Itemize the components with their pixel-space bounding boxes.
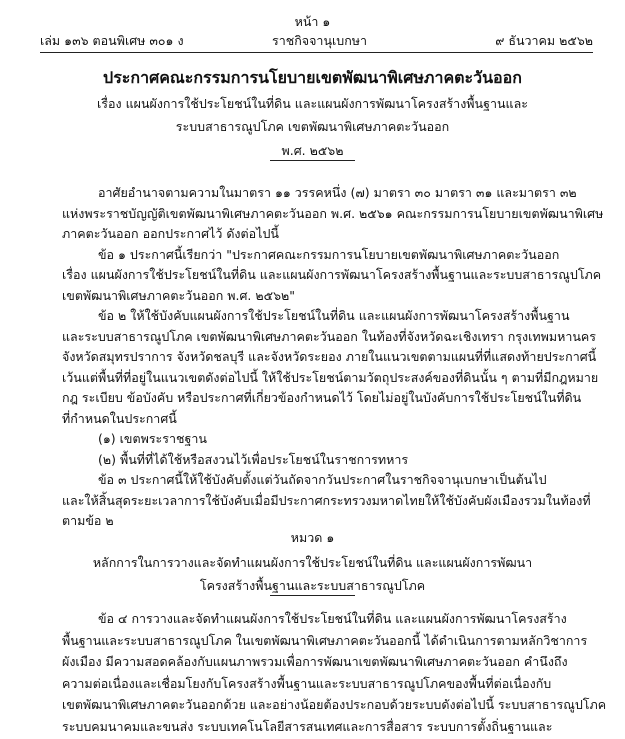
subject-year: พ.ศ. ๒๕๖๒	[281, 143, 344, 158]
text-line: ตามข้อ ๒	[62, 513, 114, 528]
text-line: ที่กำหนดในประกาศนี้	[62, 410, 177, 426]
text-line: (๒) พื้นที่ที่ได้ใช้หรือสงวนไว้เพื่อประโยชน์ในราชการทหาร	[98, 451, 409, 467]
chapter-title-line-1: หลักการในการวางและจัดทำแผนผังการใช้ประโยชน์ในที่ดิน และแผนผังการพัฒนา	[92, 555, 533, 570]
header-rule	[40, 52, 593, 53]
text-line: ข้อ ๒ ให้ใช้บังคับแผนผังการใช้ประโยชน์ในที่ดิน และแผนผังการพัฒนาโครงสร้างพื้นฐาน	[98, 308, 570, 323]
subject-line-2: ระบบสาธารณูปโภค เขตพัฒนาพิเศษภาคตะวันออก	[175, 119, 450, 134]
document-title: ประกาศคณะกรรมการนโยบายเขตพัฒนาพิเศษภาคตะวันออก	[103, 68, 522, 87]
chapter-rule	[270, 595, 355, 596]
text-line: ข้อ ๑ ประกาศนี้เรียกว่า "ประกาศคณะกรรมการนโยบายเขตพัฒนาพิเศษภาคตะวันออก	[98, 246, 560, 262]
text-line: ข้อ ๓ ประกาศนี้ให้ใช้บังคับตั้งแต่วันถัดจากวันประกาศในราชกิจจานุเบกษาเป็นต้นไป	[98, 472, 547, 487]
gazette-header	[40, 31, 593, 49]
text-line: พื้นฐานและระบบสาธารณูปโภค ในเขตพัฒนาพิเศษภาคตะวันออกนี้ ได้ดำเนินการตามหลักวิชาการ	[62, 632, 588, 648]
text-line: ภาคตะวันออก ออกประกาศไว้ ดังต่อไปนี้	[62, 226, 279, 241]
page-number: หน้า ๑	[294, 14, 331, 29]
volume-info: เล่ม ๑๓๖ ตอนพิเศษ ๓๐๑ ง	[40, 33, 184, 48]
gazette-name: ราชกิจจานุเบกษา	[272, 33, 368, 48]
text-line: และให้สิ้นสุดระยะเวลาการใช้บังคับเมื่อมีประกาศกระทรวงมหาดไทยให้ใช้บังคับผังเมืองรวมในท้องที่	[62, 492, 591, 508]
text-line: อาศัยอำนาจตามความในมาตรา ๑๑ วรรคหนึ่ง (๗) มาตรา ๓๐ มาตรา ๓๑ และมาตรา ๓๒	[98, 185, 577, 200]
chapter-heading: หมวด ๑	[290, 530, 335, 545]
text-line: กฎ ระเบียบ ข้อบังคับ หรือประกาศที่เกี่ยวข้องกำหนดไว้ โดยไม่อยู่ในบังคับการใช้ประโยชน์ในที่ดิน	[62, 390, 582, 405]
text-line: เขตพัฒนาพิเศษภาคตะวันออก พ.ศ. ๒๕๖๒"	[62, 287, 296, 303]
subject-line-1: เรื่อง แผนผังการใช้ประโยชน์ในที่ดิน และแผนผังการพัฒนาโครงสร้างพื้นฐานและ	[97, 96, 528, 111]
title-rule	[270, 160, 355, 161]
text-line: เว้นแต่พื้นที่ที่อยู่ในแนวเขตดังต่อไปนี้ ให้ใช้ประโยชน์ตามวัตถุประสงค์ของที่ดินนั้น ๆ ตามที่มีกฎหมาย	[62, 369, 599, 385]
text-line: ผังเมือง มีความสอดคล้องกับแผนภาพรวมเพื่อการพัฒนาเขตพัฒนาพิเศษภาคตะวันออก คำนึงถึง	[62, 654, 568, 669]
text-line: แห่งพระราชบัญญัติเขตพัฒนาพิเศษภาคตะวันออก พ.ศ. ๒๕๖๑ คณะกรรมการนโยบายเขตพัฒนาพิเศษ	[62, 205, 604, 221]
text-line: ระบบคมนาคมและขนส่ง ระบบเทคโนโลยีสารสนเทศและการสื่อสาร ระบบการตั้งถิ่นฐานและ	[62, 718, 553, 734]
text-line: (๑) เขตพระราชฐาน	[98, 431, 207, 446]
text-line: เขตพัฒนาพิเศษภาคตะวันออกด้วย และอย่างน้อยต้องประกอบด้วยระบบดังต่อไปนี้ ระบบสาธารณูปโภค	[62, 697, 607, 712]
text-line: ความต่อเนื่องและเชื่อมโยงกับโครงสร้างพื้นฐานและระบบสาธารณูปโภคของพื้นที่ต่อเนื่องกับ	[62, 675, 552, 691]
text-line: เรื่อง แผนผังการใช้ประโยชน์ในที่ดิน และแผนผังการพัฒนาโครงสร้างพื้นฐานและระบบสาธารณูปโภค	[62, 267, 602, 282]
text-line: และระบบสาธารณูปโภค เขตพัฒนาพิเศษภาคตะวันออก ในท้องที่จังหวัดฉะเชิงเทรา กรุงเทพมหานคร	[62, 328, 596, 344]
text-line: ข้อ ๔ การวางและจัดทำแผนผังการใช้ประโยชน์ในที่ดิน และแผนผังการพัฒนาโครงสร้าง	[98, 611, 567, 626]
text-line: จังหวัดสมุทรปราการ จังหวัดชลบุรี และจังหวัดระยอง ภายในแนวเขตตามแผนที่ที่แสดงท้ายประกาศนี้	[62, 349, 597, 364]
publication-date: ๙ ธันวาคม ๒๕๖๒	[495, 33, 593, 48]
chapter-title-line-2: โครงสร้างพื้นฐานและระบบสาธารณูปโภค	[199, 578, 426, 593]
